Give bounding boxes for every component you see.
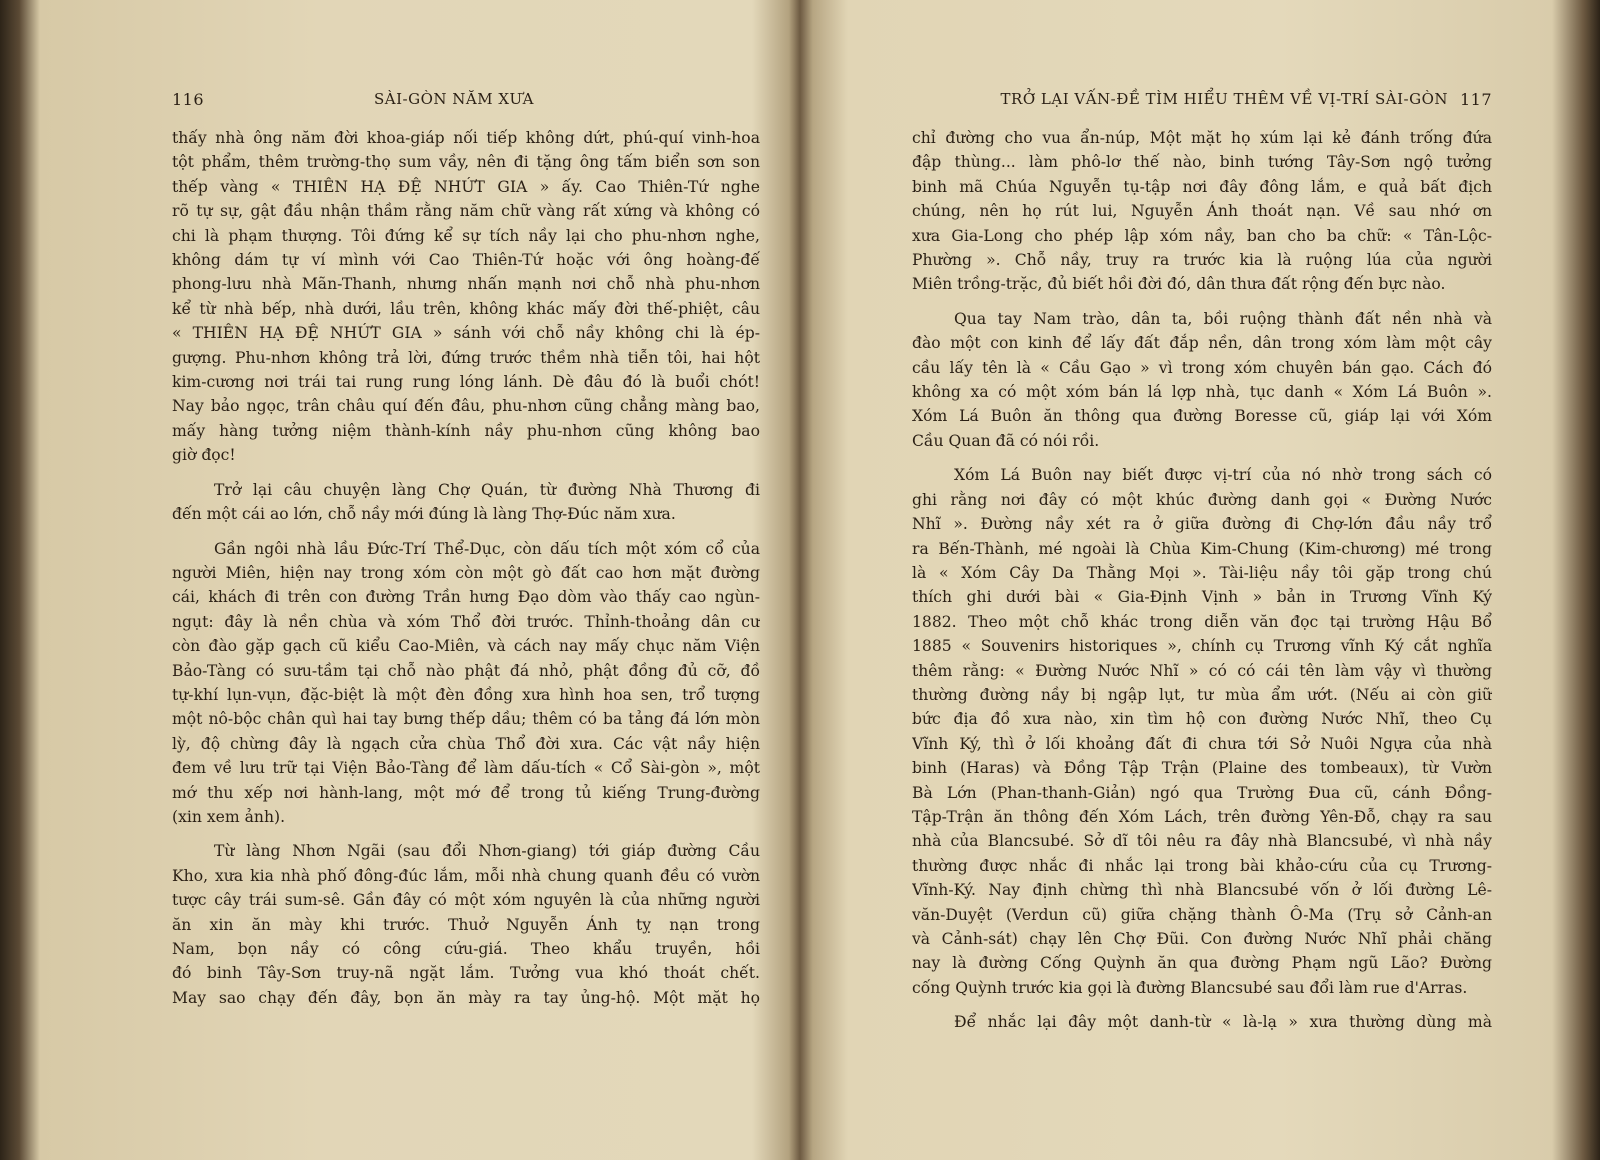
text-line: thêm rằng: « Đường Nước Nhĩ » có có cái tên làm vậy vì thường	[912, 661, 1492, 680]
text-line: phong-lưu nhà Mãn-Thanh, nhưng nhấn mạnh nơi chỗ nhà phu-nhơn	[172, 275, 760, 294]
text-line: mấy hàng tưởng niệm thành-kính nầy phu-nhơn cũng không bao	[172, 421, 760, 440]
text-line: đập thùng... làm phô-lơ thế nào, binh tướng Tây-Sơn ngộ tưởng	[912, 153, 1492, 172]
text-line: May sao chạy đến đây, bọn ăn mày ra tay ủng-hộ. Một mặt họ	[172, 988, 760, 1007]
text-line: Phường ». Chỗ nầy, truy ra trước kia là ruộng lúa của người	[912, 251, 1492, 270]
text-line: thếp vàng « THIÊN HẠ ĐỆ NHỨT GIA » ấy. Cao Thiên-Tứ nghe	[172, 177, 760, 196]
text-line: Nhĩ ». Đường nầy xét ra ở giữa đường đi Chợ-lớn đầu nầy trổ	[912, 515, 1492, 534]
text-line: Cầu Quan đã có nói rồi.	[912, 431, 1100, 450]
text-line: lỳ, độ chừng đây là ngạch cửa chùa Thổ đời xưa. Các vật nầy hiện	[172, 734, 760, 753]
text-line: đem về lưu trữ tại Viện Bảo-Tàng để làm dấu-tích « Cổ Sài-gòn », một	[172, 759, 760, 778]
text-line: binh mã Chúa Nguyễn tụ-tập nơi đây đông lắm, e quả bất địch	[912, 177, 1492, 196]
text-line: Gần ngôi nhà lầu Đức-Trí Thể-Dục, còn dấu tích một xóm cổ của	[214, 539, 760, 558]
text-line: cống Quỳnh trước kia gọi là đường Blancsubé sau đổi làm rue d'Arras.	[912, 978, 1468, 997]
text-line: thường đường nầy bị ngập lụt, tư mùa ẩm ướt. (Nếu ai còn giữ	[912, 685, 1492, 704]
text-line: đào một con kinh để lấy đất đắp nền, dân trong xóm làm một cây	[912, 334, 1492, 353]
text-line: đó binh Tây-Sơn truy-nã ngặt lắm. Tưởng vua khó thoát chết.	[172, 964, 760, 983]
text-line: 1885 « Souvenirs historiques », chính cụ Trương vĩnh Ký cắt nghĩa	[912, 637, 1492, 656]
text-line: rõ tự sự, gật đầu nhận thầm rằng năm chữ vàng rất xứng và không có	[172, 202, 760, 221]
right-running-title: TRỞ LẠI VẤN-ĐỀ TÌM HIỂU THÊM VỀ VỊ-TRÍ SÀI-GÒN	[1000, 90, 1448, 108]
text-line: còn đào gặp gạch cũ kiểu Cao-Miên, và cách nay mấy chục năm Viện	[172, 637, 760, 656]
text-line: cái, khách đi trên con đường Trần hưng Đạo dòm vào thấy cao ngùn-	[172, 588, 760, 607]
text-line: văn-Duyệt (Verdun cũ) giữa chặng thành Ô-Ma (Trụ sở Cảnh-an	[912, 905, 1492, 924]
right-page	[812, 0, 1592, 1160]
left-running-head	[172, 90, 760, 114]
left-page-number: 116	[172, 90, 205, 109]
text-line: kim-cương nơi trái tai rung rung lóng lánh. Dè đâu đó là buổi chót!	[172, 373, 760, 392]
text-line: (xin xem ảnh).	[172, 807, 286, 826]
text-line: Bà Lớn (Phan-thanh-Giản) ngó qua Trường Đua cũ, cánh Đồng-	[912, 783, 1492, 802]
text-line: đến một cái ao lớn, chỗ nầy mới đúng là làng Thợ-Đúc năm xưa.	[172, 505, 676, 524]
text-line: Qua tay Nam trào, dân ta, bồi ruộng thành đất nền nhà và	[954, 309, 1492, 328]
text-line: Kho, xưa kia nhà phố đông-đúc lắm, mỗi nhà chung quanh đều có vườn	[172, 866, 760, 885]
left-body-text	[172, 126, 760, 1010]
text-line: chúng, nên họ rút lui, Nguyễn Ánh thoát nạn. Về sau nhớ ơn	[912, 202, 1492, 221]
text-line: thích ghi dưới bài « Gia-Định Vịnh » bản in Trương Vĩnh Ký	[912, 588, 1492, 607]
left-running-title: SÀI-GÒN NĂM XƯA	[374, 90, 535, 108]
text-line: Từ làng Nhơn Ngãi (sau đổi Nhơn-giang) tới giáp đường Cầu	[214, 842, 760, 861]
text-line: không xa có một xóm bán lá lợp nhà, tục danh « Xóm Lá Buôn ».	[912, 383, 1492, 402]
text-line: Vĩnh-Ký. Nay định chừng thì nhà Blancsubé vốn ở lối đường Lê-	[912, 881, 1492, 900]
text-line: Vĩnh Ký, thì ở lối khoảng đất đi chưa tới Sở Nuôi Ngựa của nhà	[912, 734, 1492, 753]
text-line: « THIÊN HẠ ĐỆ NHỨT GIA » sánh với chỗ nầy không chi là ép-	[172, 324, 760, 343]
text-line: thường được nhắc đi nhắc lại trong bài khảo-cứu của cụ Trương-	[912, 856, 1492, 875]
text-line: bức địa đồ xưa nào, xin tìm hộ con đường Nước Nhĩ, theo Cụ	[912, 710, 1492, 729]
text-line: mớ thu xếp nơi hành-lang, một mớ để trong tủ kiếng Trung-đường	[172, 783, 760, 802]
right-body-text	[912, 126, 1492, 1035]
text-line: chỉ đường cho vua ẩn-núp, Một mặt họ xúm lại kẻ đánh trống đứa	[912, 129, 1492, 147]
text-line: cầu lấy tên là « Cầu Gạo » vì trong xóm chuyên bán gạo. Cách đó	[912, 358, 1492, 377]
text-line: ăn xin ăn mày khi trước. Thuở Nguyễn Ánh tỵ nạn trong	[172, 915, 760, 934]
text-line: Nay bảo ngọc, trân châu quí đến đâu, phu-nhơn cũng chẳng màng bao,	[172, 397, 760, 416]
text-line: người Miên, hiện nay trong xóm còn một gò đất cao hơn mặt đường	[172, 563, 760, 582]
text-line: Bảo-Tàng có sưu-tầm tại chỗ nào phật đá nhỏ, phật đồng đủ cỡ, đồ	[172, 661, 760, 680]
text-line: và Cảnh-sát) chạy lên Chợ Đũi. Con đường Nước Nhĩ phải chăng	[912, 930, 1492, 948]
text-line: nhà của Blancsubé. Sở dĩ tôi nêu ra đây nhà Blancsubé, vì nhà nầy	[912, 832, 1492, 851]
text-line: binh (Haras) và Đồng Tập Trận (Plaine des tombeaux), từ Vườn	[912, 759, 1492, 778]
text-line: gượng. Phu-nhơn không trả lời, đứng trước thềm nhà tiễn tôi, hai hột	[172, 348, 760, 367]
text-line: ra Bến-Thành, mé ngoài là Chùa Kim-Chung (Kim-chương) mé trong	[912, 539, 1492, 558]
text-line: Xóm Lá Buôn ăn thông qua đường Boresse cũ, giáp lại với Xóm	[912, 407, 1492, 426]
text-line: Tập-Trận ăn thông đến Xóm Lách, trên đường Yên-Đỗ, chạy ra sau	[912, 807, 1492, 826]
right-running-head	[912, 90, 1492, 114]
text-line: Trở lại câu chuyện làng Chợ Quán, từ đường Nhà Thương đi	[214, 480, 760, 499]
text-line: ngụt: đây là nền chùa và xóm Thổ đời trước. Thỉnh-thoảng dân cư	[172, 612, 760, 631]
text-line: tột phẩm, thêm trường-thọ sum vầy, nên đi tặng ông tấm biển sơn son	[172, 153, 760, 172]
text-line: nay là đường Cống Quỳnh ăn qua đường Phạm ngũ Lão? Đường	[912, 954, 1492, 973]
text-line: kể từ nhà bếp, nhà dưới, lầu trên, không khác mấy đời thế-phiệt, câu	[172, 299, 760, 318]
left-page	[20, 0, 800, 1160]
text-line: giờ đọc!	[172, 446, 236, 465]
text-line: Miên trồng-trặc, đủ biết hồi đời đó, dân thưa đất rộng đến bực nào.	[912, 275, 1446, 294]
text-line: tự-khí lụn-vụn, đặc-biệt là một đèn đồng xưa hình hoa sen, trổ tượng	[172, 685, 760, 704]
right-page-number: 117	[1459, 90, 1492, 109]
text-line: chi là phạm thượng. Tôi đứng kể sự tích nầy lại cho phu-nhơn nghe,	[172, 226, 760, 245]
text-line: 1882. Theo một chỗ khác trong diễn văn đọc tại trường Hậu Bổ	[912, 612, 1492, 631]
text-line: là « Xóm Cây Da Thằng Mọi ». Tài-liệu nầy tôi gặp trong chú	[912, 563, 1492, 582]
text-line: tược cây trái sum-sê. Gần đây có một xóm nguyên là của những người	[172, 891, 760, 910]
text-line: Để nhắc lại đây một danh-từ « là-lạ » xưa thường dùng mà	[954, 1013, 1492, 1032]
text-line: ghi rằng nơi đây có một khúc đường danh gọi « Đường Nước	[912, 490, 1492, 509]
text-line: Nam, bọn nầy có công cứu-giá. Theo khẩu truyền, hồi	[172, 940, 760, 958]
text-line: Xóm Lá Buôn nay biết được vị-trí của nó nhờ trong sách có	[954, 466, 1492, 485]
text-line: một nô-bộc chân quì hai tay bưng thếp dầu; thêm có ba tảng đá lớn mòn	[172, 710, 760, 729]
text-line: không dám tự ví mình với Cao Thiên-Tứ hoặc với ông hoàng-đế	[172, 251, 760, 270]
text-line: xưa Gia-Long cho phép lập xóm nầy, ban cho ba chữ: « Tân-Lộc-	[912, 226, 1492, 245]
text-line: thấy nhà ông năm đời khoa-giáp nối tiếp không dứt, phú-quí vinh-hoa	[172, 129, 760, 147]
